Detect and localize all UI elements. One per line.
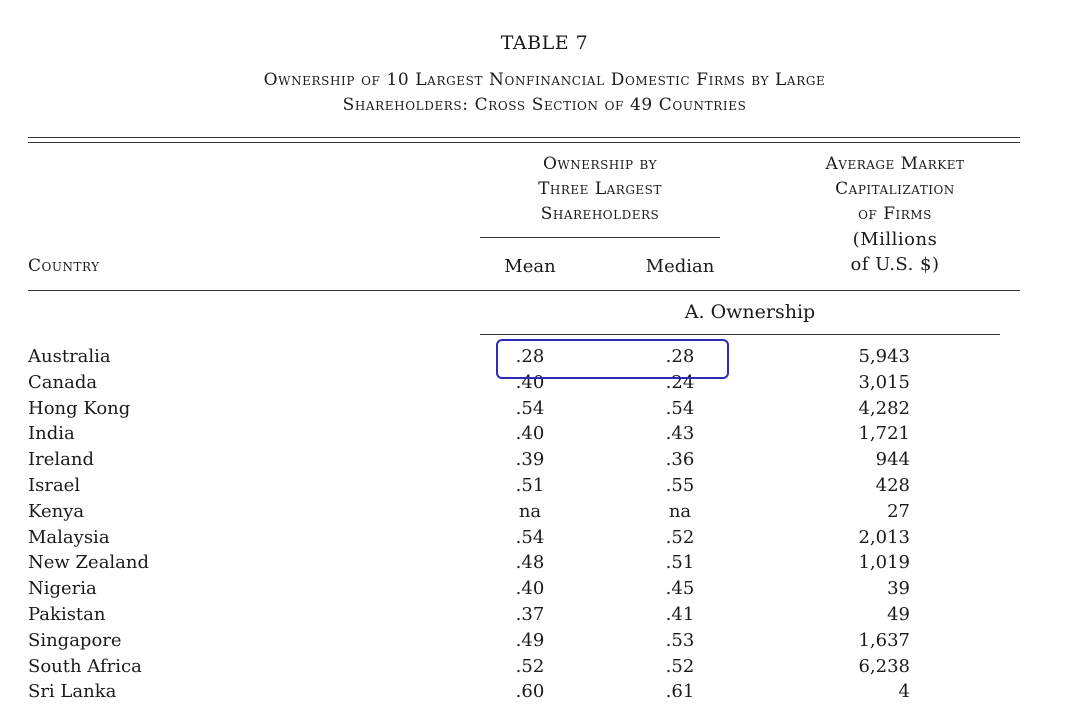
median-header: Median bbox=[645, 256, 715, 277]
top-rule-2 bbox=[28, 142, 1020, 143]
median-cell: .54 bbox=[665, 397, 695, 419]
market-cap-cell: 4 bbox=[898, 681, 910, 703]
mean-cell: .60 bbox=[515, 681, 545, 703]
market-cap-cell: 944 bbox=[875, 449, 910, 471]
market-cap-header-line-1: Average Market bbox=[825, 154, 965, 174]
country-header: Country bbox=[28, 256, 100, 276]
country-cell: Singapore bbox=[28, 629, 122, 651]
mean-cell: .28 bbox=[515, 346, 545, 367]
market-cap-cell: 4,282 bbox=[858, 397, 910, 419]
mean-header: Mean bbox=[504, 256, 556, 277]
market-cap-header-line-4: (Millions bbox=[852, 229, 938, 250]
mean-cell: .40 bbox=[515, 423, 545, 445]
market-cap-cell: 2,013 bbox=[858, 526, 910, 548]
market-cap-cell: 1,721 bbox=[858, 423, 910, 445]
median-cell: .61 bbox=[665, 681, 695, 703]
mean-cell: .49 bbox=[515, 629, 545, 651]
ownership-header-line-2: Three Largest bbox=[538, 179, 662, 199]
panel-label: A. Ownership bbox=[684, 301, 816, 323]
market-cap-cell: 428 bbox=[875, 475, 910, 496]
market-cap-cell: 1,637 bbox=[858, 629, 910, 651]
market-cap-cell: 27 bbox=[887, 500, 910, 522]
country-cell: India bbox=[28, 423, 75, 445]
table-row bbox=[0, 473, 1089, 499]
market-cap-cell: 39 bbox=[887, 578, 910, 600]
median-cell: .43 bbox=[665, 423, 695, 445]
country-cell: Ireland bbox=[28, 449, 94, 471]
mean-cell: na bbox=[518, 500, 542, 522]
country-cell: Hong Kong bbox=[28, 397, 131, 419]
median-cell: .45 bbox=[665, 578, 695, 600]
table-caption-line-1: Ownership of 10 Largest Nonfinancial Domestic Firms by Large bbox=[263, 70, 826, 90]
median-cell: .28 bbox=[665, 346, 695, 367]
table-caption-line-2: Shareholders: Cross Section of 49 Countries bbox=[342, 95, 747, 115]
table-row bbox=[0, 628, 1089, 654]
table-row bbox=[0, 576, 1089, 602]
table-row bbox=[0, 525, 1089, 551]
median-cell: .41 bbox=[665, 604, 695, 625]
country-cell: Sri Lanka bbox=[28, 681, 117, 703]
country-cell: Israel bbox=[28, 475, 81, 496]
mean-cell: .37 bbox=[515, 604, 545, 625]
market-cap-header-line-3: of Firms bbox=[858, 204, 932, 224]
table-row bbox=[0, 447, 1089, 473]
country-cell: Pakistan bbox=[28, 604, 106, 625]
median-cell: .55 bbox=[665, 475, 695, 496]
ownership-header-line-3: Shareholders bbox=[540, 204, 660, 224]
ownership-header-line-1: Ownership by bbox=[543, 154, 657, 174]
market-cap-header-line-5: of U.S. $) bbox=[850, 254, 940, 275]
market-cap-header-line-2: Capitalization bbox=[835, 179, 955, 199]
median-cell: .36 bbox=[665, 449, 695, 471]
market-cap-cell: 3,015 bbox=[858, 371, 910, 393]
mean-cell: .52 bbox=[515, 655, 545, 677]
panel-rule bbox=[480, 334, 1000, 335]
table-row bbox=[0, 550, 1089, 576]
market-cap-cell: 5,943 bbox=[858, 346, 910, 367]
median-cell: .51 bbox=[665, 552, 695, 574]
table-number: TABLE 7 bbox=[500, 32, 589, 54]
table-row bbox=[0, 654, 1089, 680]
country-cell: Nigeria bbox=[28, 578, 97, 600]
market-cap-cell: 6,238 bbox=[858, 655, 910, 677]
table-row bbox=[0, 499, 1089, 525]
table-row bbox=[0, 679, 1089, 705]
table-row bbox=[0, 421, 1089, 447]
mean-cell: .54 bbox=[515, 526, 545, 548]
country-cell: New Zealand bbox=[28, 552, 150, 574]
market-cap-cell: 1,019 bbox=[858, 552, 910, 574]
mean-cell: .51 bbox=[515, 475, 545, 496]
mean-cell: .40 bbox=[515, 578, 545, 600]
country-cell: Canada bbox=[28, 371, 98, 393]
header-bottom-rule bbox=[28, 290, 1020, 291]
mean-cell: .48 bbox=[515, 552, 545, 574]
table-row bbox=[0, 602, 1089, 628]
country-cell: South Africa bbox=[28, 655, 142, 677]
top-rule-1 bbox=[28, 137, 1020, 138]
mean-cell: .39 bbox=[515, 449, 545, 471]
median-cell: .53 bbox=[665, 629, 695, 651]
median-cell: .52 bbox=[665, 526, 695, 548]
country-cell: Malaysia bbox=[28, 526, 110, 548]
country-cell: Australia bbox=[28, 346, 111, 367]
table-row bbox=[0, 396, 1089, 422]
mean-cell: .40 bbox=[515, 371, 545, 393]
median-cell: na bbox=[668, 500, 692, 522]
median-cell: .24 bbox=[665, 371, 695, 393]
mean-cell: .54 bbox=[515, 397, 545, 419]
market-cap-header bbox=[770, 152, 1020, 277]
median-cell: .52 bbox=[665, 655, 695, 677]
ownership-spanner-rule bbox=[480, 237, 720, 238]
highlight-box bbox=[496, 339, 729, 379]
country-cell: Kenya bbox=[28, 500, 85, 522]
market-cap-cell: 49 bbox=[887, 604, 910, 625]
ownership-group-header bbox=[480, 152, 720, 227]
